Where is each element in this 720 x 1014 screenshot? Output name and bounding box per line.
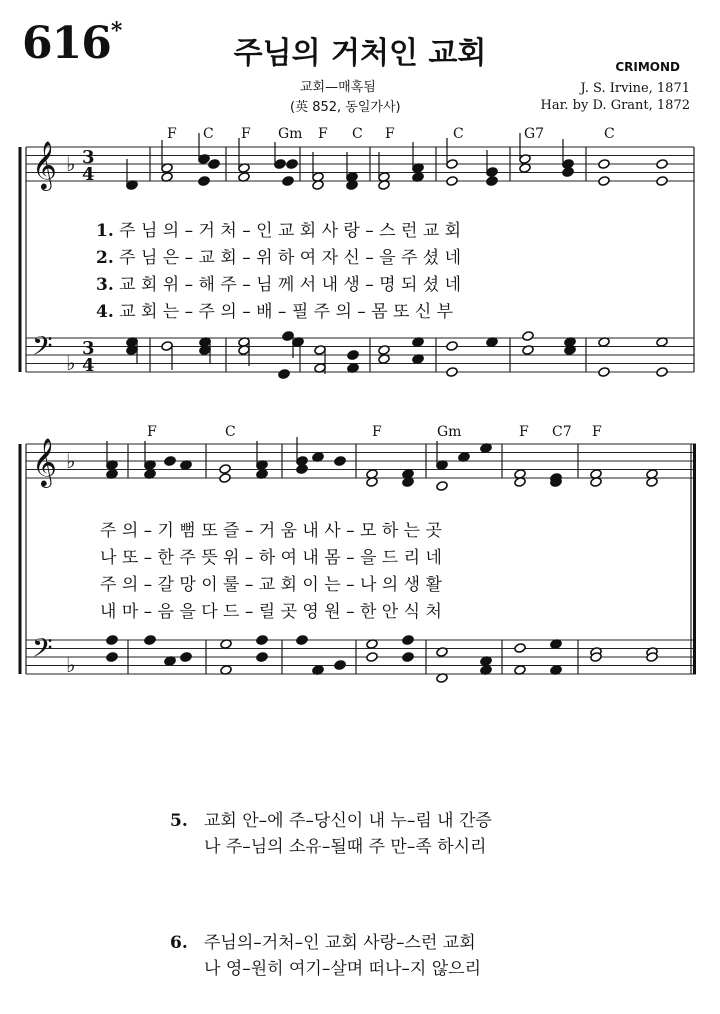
verse-number: 1. [96, 221, 114, 241]
note-head [282, 176, 294, 187]
note-head [514, 643, 526, 654]
note-head [219, 473, 231, 484]
verse-number: 3. [96, 275, 114, 295]
verse-text: 교 회 위 – 해 주 – 님 께 서 내 생 – 명 되 셨 네 [119, 275, 462, 295]
note-head [106, 652, 118, 663]
stanza-line: 주님의–거처–인 교회 사랑–스런 교회 [204, 933, 476, 953]
verse-text: 교 회 는 – 주 의 – 배 – 필 주 의 – 몸 또 신 부 [119, 302, 454, 322]
note-head [278, 369, 290, 380]
verse-line-2-cont: 나 또 – 한 주 뜻 위 – 하 여 내 몸 – 을 드 리 네 [100, 548, 442, 568]
time-signature-bottom: 4 [82, 164, 95, 185]
note-head [446, 341, 458, 352]
note-head [656, 176, 668, 187]
verse-number: 2. [96, 248, 114, 268]
chord-symbol: F [592, 424, 602, 440]
lyricist: J. S. Irvine, 1871 [580, 81, 690, 96]
chord-symbol: F [147, 424, 157, 440]
chord-symbol: F [372, 424, 382, 440]
note-head [144, 635, 156, 646]
stanza-number: 6. [170, 933, 188, 953]
chord-symbol: F [241, 126, 251, 142]
verse-line-3 [96, 270, 461, 295]
note-head [486, 167, 498, 178]
hymn-reference: (英 852, 동일가사) [290, 100, 401, 115]
note-head [180, 652, 192, 663]
chord-symbol: Gm [278, 126, 303, 142]
hymn-number-mark: * [110, 18, 122, 45]
final-barline [693, 444, 696, 674]
note-head [161, 341, 173, 352]
note-head [656, 159, 668, 170]
time-signature-bottom: 4 [82, 355, 95, 376]
note-head [286, 159, 298, 170]
note-head [334, 456, 346, 467]
note-head [366, 652, 378, 663]
hymn-title: 주님의 거처인 교회 [233, 36, 487, 71]
chord-symbol: F [519, 424, 529, 440]
chord-symbol: C [604, 126, 615, 142]
stanza-line: 나 영–원히 여기–살며 떠나–지 않으리 [204, 959, 482, 979]
key-flat: ♭ [66, 351, 76, 375]
note-head [436, 481, 448, 492]
key-flat: ♭ [66, 152, 76, 176]
key-flat: ♭ [66, 449, 76, 473]
note-head [446, 367, 458, 378]
bass-clef: 𝄢 [32, 632, 53, 670]
note-head [256, 652, 268, 663]
time-signature-top: 3 [82, 147, 95, 168]
key-flat: ♭ [66, 653, 76, 677]
note-head [334, 660, 346, 671]
time-signature-top: 3 [82, 338, 95, 359]
note-head [296, 635, 308, 646]
note-head [282, 331, 294, 342]
note-head [347, 350, 359, 361]
note-head [208, 159, 220, 170]
verse-text: 주 님 은 – 교 회 – 위 하 여 자 신 – 을 주 셨 네 [119, 248, 462, 268]
tune-name: CRIMOND [615, 60, 680, 74]
verse-text: 주 님 의 – 거 처 – 인 교 회 사 랑 – 스 런 교 회 [119, 221, 462, 241]
note-head [402, 652, 414, 663]
verse-line-1 [96, 216, 461, 241]
note-head [598, 176, 610, 187]
chord-symbol: F [385, 126, 395, 142]
chord-symbol: C [352, 126, 363, 142]
note-head [522, 331, 534, 342]
chord-symbol: C [225, 424, 236, 440]
note-head [164, 456, 176, 467]
chord-symbol: C [203, 126, 214, 142]
note-head [106, 635, 118, 646]
verse-line-3-cont: 주 의 – 갈 망 이 룰 – 교 회 이 는 – 나 의 생 활 [100, 575, 442, 595]
treble-clef: 𝄞 [32, 140, 57, 189]
hymn-number-text: 616 [22, 18, 111, 69]
chord-symbol: C7 [552, 424, 572, 440]
verse-line-1-cont: 주 의 – 기 뻠 또 즐 – 거 움 내 사 – 모 하 는 곳 [100, 521, 442, 541]
note-head [562, 167, 574, 178]
note-head [198, 176, 210, 187]
note-head [486, 176, 498, 187]
note-head [446, 176, 458, 187]
note-head [274, 159, 286, 170]
note-head [598, 367, 610, 378]
harmonizer: Har. by D. Grant, 1872 [540, 98, 690, 113]
verse-line-4-cont: 내 마 – 음 을 다 드 – 릴 곳 영 원 – 한 안 식 처 [100, 602, 442, 622]
stanza-line: 나 주–님의 소유–될때 주 만–족 하시리 [204, 837, 487, 857]
note-head [256, 635, 268, 646]
chord-symbol: G7 [524, 126, 545, 142]
stanza-line: 교회 안–에 주–당신이 내 누–림 내 간증 [204, 811, 492, 831]
note-head [296, 464, 308, 475]
note-head [219, 464, 231, 475]
stanza-6 [170, 930, 481, 982]
bass-clef: 𝄢 [32, 330, 53, 368]
verse-line-2 [96, 243, 461, 268]
treble-clef: 𝄞 [32, 437, 57, 486]
chord-symbol: C [453, 126, 464, 142]
hymn-subtitle: 교회—매혹됨 [300, 80, 376, 95]
note-head [446, 159, 458, 170]
note-head [656, 367, 668, 378]
stanza-number: 5. [170, 811, 188, 831]
chord-symbol: F [167, 126, 177, 142]
note-head [402, 635, 414, 646]
stanza-5 [170, 808, 492, 860]
verse-line-4 [96, 297, 453, 322]
chord-symbol: Gm [437, 424, 462, 440]
chord-symbol: F [318, 126, 328, 142]
note-head [598, 159, 610, 170]
verse-number: 4. [96, 302, 114, 322]
